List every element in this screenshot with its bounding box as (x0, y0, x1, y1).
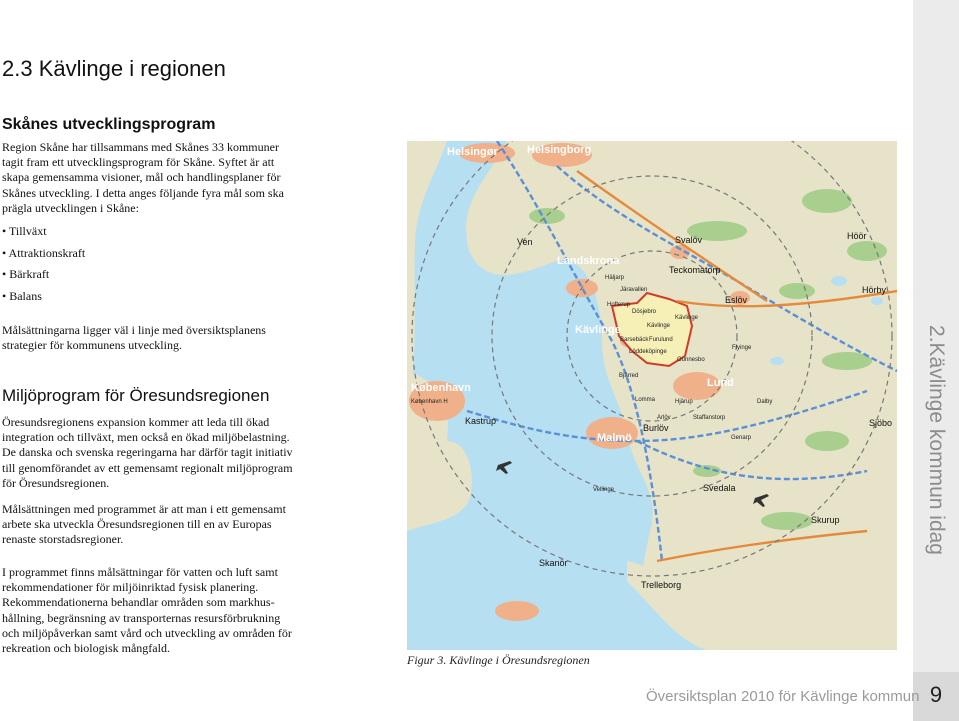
label-skurup: Skurup (811, 515, 840, 525)
label-vellinge: Vellinge (593, 487, 615, 493)
label-burlov: Burlöv (643, 423, 669, 433)
oresund-paragraph-1: Öresundsregionens expansion kommer att leda till ökad integration och tillväxt, men också en ökad miljöbelastning. De danska och svenska regeringarna har därför tagit initiativ till genomförandet av ett gemensamt regionalt miljöprogram för Öresundsregionen. (2, 415, 293, 490)
goal-list (2, 224, 85, 310)
label-landskrona: Landskrona (557, 255, 620, 267)
region-map (407, 141, 897, 650)
label-helsingor: Helsingør (447, 146, 498, 158)
label-arlov: Arlöv (657, 415, 671, 421)
label-hoor: Höör (847, 231, 867, 241)
label-hallarp: Häljarp (605, 275, 625, 281)
chapter-label: 2.Kävlinge kommun idag (925, 325, 948, 555)
label-svedala: Svedala (703, 483, 736, 493)
label-kavlinge-station: Kävlinge (647, 323, 671, 329)
label-horby: Hörby (862, 285, 887, 295)
list-item: • Balans (2, 288, 42, 303)
label-furulund: Furulund (649, 337, 673, 343)
heading-skane: Skånes utvecklingsprogram (2, 116, 216, 133)
label-genarp: Genarp (731, 435, 752, 441)
label-dalby: Dalby (757, 399, 773, 405)
label-sjobo: Sjöbo (869, 418, 893, 428)
map-svg (407, 141, 897, 650)
label-kavlinge-small: Kävlinge (675, 315, 699, 321)
label-hjarup: Hjärup (675, 399, 693, 405)
label-kobenhavn-h: København H (411, 399, 448, 405)
label-kavlinge-big: Kävlinge (575, 324, 621, 336)
label-kastrup: Kastrup (465, 416, 497, 426)
label-barseback: Barsebäck (620, 337, 649, 343)
label-skanor: Skanör (539, 558, 568, 568)
label-svalov: Svalöv (675, 235, 703, 245)
label-helsingborg: Helsingborg (527, 144, 592, 156)
figure-caption: Figur 3. Kävlinge i Öresundsregionen (407, 653, 590, 667)
label-dosjebro: Dösjebro (632, 309, 657, 315)
label-flyinge: Flyinge (732, 345, 752, 351)
skane-intro: Region Skåne har tillsammans med Skånes 33 kommuner tagit fram ett utvecklingsprogram för Skåne. Syftet är att skapa gemensamma visioner, mål och handlingsplaner för Skånes utveckling. I detta anges följande fyra mål som ska prägla utvecklingen i Skåne: (2, 140, 284, 215)
label-lomma: Lomma (635, 397, 656, 403)
label-hofterup: Hofterup (607, 302, 631, 308)
list-item: • Tillväxt (2, 224, 47, 238)
oresund-paragraph-2: Målsättningen med programmet är att man i ett gemensamt arbete ska utveckla Öresundsregionen till en av Europas renaste storstadsregioner. (2, 502, 286, 547)
label-ven: Ven (517, 237, 533, 247)
oresund-paragraph-3: I programmet finns målsättningar för vatten och luft samt rekommendationer för miljöinriktad fysisk planering. Rekommendationerna behandlar områden som markhus- hållning, begränsning av transporternas resursförbrukning och miljöpåverkan samt vård och utveckling av områden för rekreation och biologisk mångfald. (2, 565, 292, 656)
label-lodde: Löddeköpinge (629, 349, 667, 355)
label-jarvaverket: Järavallen (620, 287, 648, 293)
label-trelleborg: Trelleborg (641, 580, 682, 590)
label-eslov: Eslöv (725, 295, 748, 305)
footer-title: Översiktsplan 2010 för Kävlinge kommun (646, 688, 920, 705)
label-teckomatorp: Teckomatorp (669, 265, 721, 275)
label-bjarred: Bjärred (619, 373, 639, 379)
label-lund: Lund (707, 377, 734, 389)
list-item: • Bärkraft (2, 267, 50, 281)
page-title: 2.3 Kävlinge i regionen (2, 56, 226, 81)
label-gunnesbo: Gunnesbo (677, 357, 705, 363)
label-kobenhavn: København (411, 382, 471, 394)
skane-outro: Målsättningarna ligger väl i linje med översiktsplanens strategier för kommunens utveckling. (2, 323, 266, 353)
list-item: • Attraktionskraft (2, 245, 86, 260)
page-number: 9 (929, 682, 943, 707)
label-staffanstorp: Staffanstorp (693, 415, 726, 421)
label-malmo: Malmö (597, 432, 632, 444)
heading-oresund: Miljöprogram för Öresundsregionen (2, 386, 270, 405)
